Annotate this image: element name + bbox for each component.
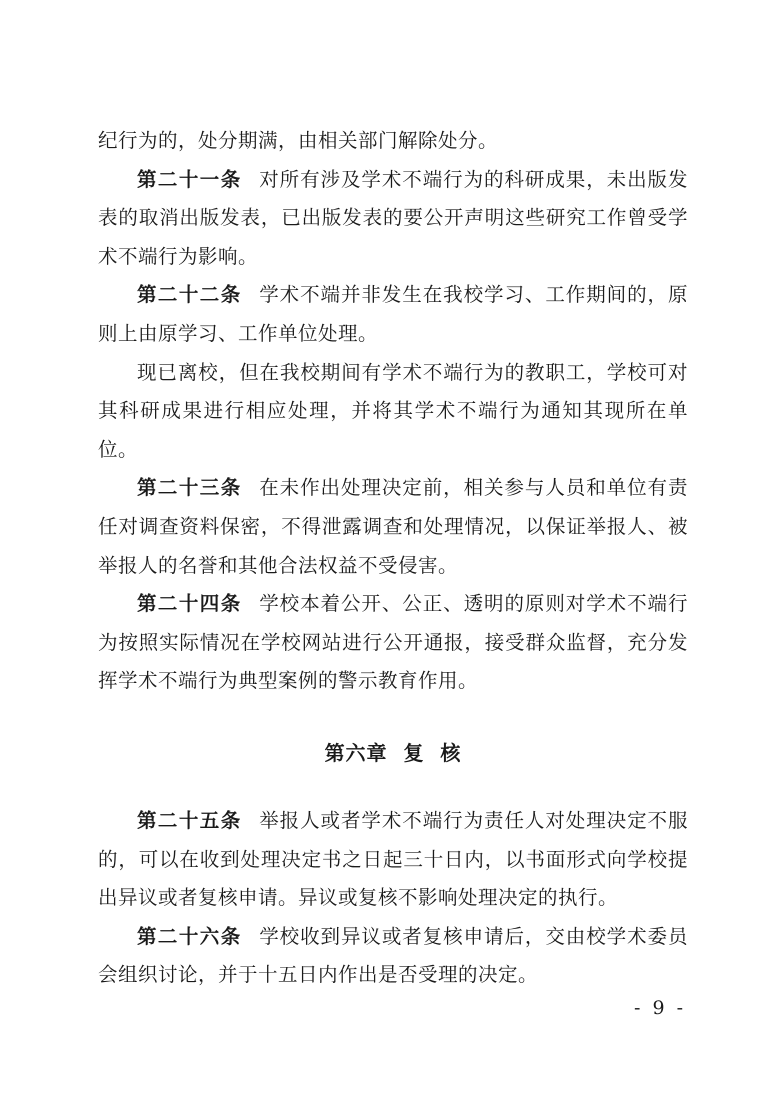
- article-number: 第二十一条: [137, 167, 242, 191]
- chapter-title: 第六章 复 核: [324, 740, 462, 765]
- paragraph: [98, 122, 688, 161]
- paragraph-text: 学校本着公开、公正、透明的原则对学术不端行为按照实际情况在学校网站进行公开通报，接受群众监督，充分发挥学术不端行为典型案例的警示教育作用。: [98, 592, 688, 693]
- document-body: [98, 122, 688, 995]
- article-number: 第二十五条: [137, 808, 242, 832]
- article-number: 第二十六条: [137, 924, 242, 948]
- article-number: 第二十四条: [137, 592, 242, 616]
- paragraph: [98, 469, 688, 585]
- paragraph-text: 学校收到异议或者复核申请后，交由校学术委员会组织讨论，并于十五日内作出是否受理的决定。: [98, 924, 688, 987]
- paragraph: [98, 354, 688, 470]
- article-number: 第二十三条: [137, 476, 242, 500]
- paragraph: [98, 161, 688, 277]
- article-number: 第二十二条: [137, 283, 242, 307]
- paragraph: [98, 802, 688, 918]
- paragraph-text: 纪行为的，处分期满，由相关部门解除处分。: [98, 129, 499, 152]
- paragraph-text: 举报人或者学术不端行为责任人对处理决定不服的，可以在收到处理决定书之日起三十日内，以书面形式向学校提出异议或者复核申请。异议或复核不影响处理决定的执行。: [98, 808, 688, 910]
- paragraph: [98, 585, 688, 701]
- chapter-heading-wrap: [98, 701, 688, 802]
- paragraph-text: 在未作出处理决定前，相关参与人员和单位有责任对调查资料保密，不得泄露调查和处理情况，以保证举报人、被举报人的名誉和其他合法权益不受侵害。: [98, 476, 688, 577]
- paragraph-text: 现已离校，但在我校期间有学术不端行为的教职工，学校可对其科研成果进行相应处理，并将其学术不端行为通知其现所在单位。: [98, 360, 688, 461]
- paragraph-text: 对所有涉及学术不端行为的科研成果，未出版发表的取消出版发表，已出版发表的要公开声明这些研究工作曾受学术不端行为影响。: [98, 167, 688, 268]
- section-after-chapter: [98, 802, 688, 995]
- paragraph-text: 学术不端并非发生在我校学习、工作期间的，原则上由原学习、工作单位处理。: [98, 283, 688, 345]
- section-before-chapter: [98, 122, 688, 701]
- paragraph: [98, 918, 688, 995]
- paragraph: [98, 276, 688, 353]
- page-number: - 9 -: [633, 997, 686, 1019]
